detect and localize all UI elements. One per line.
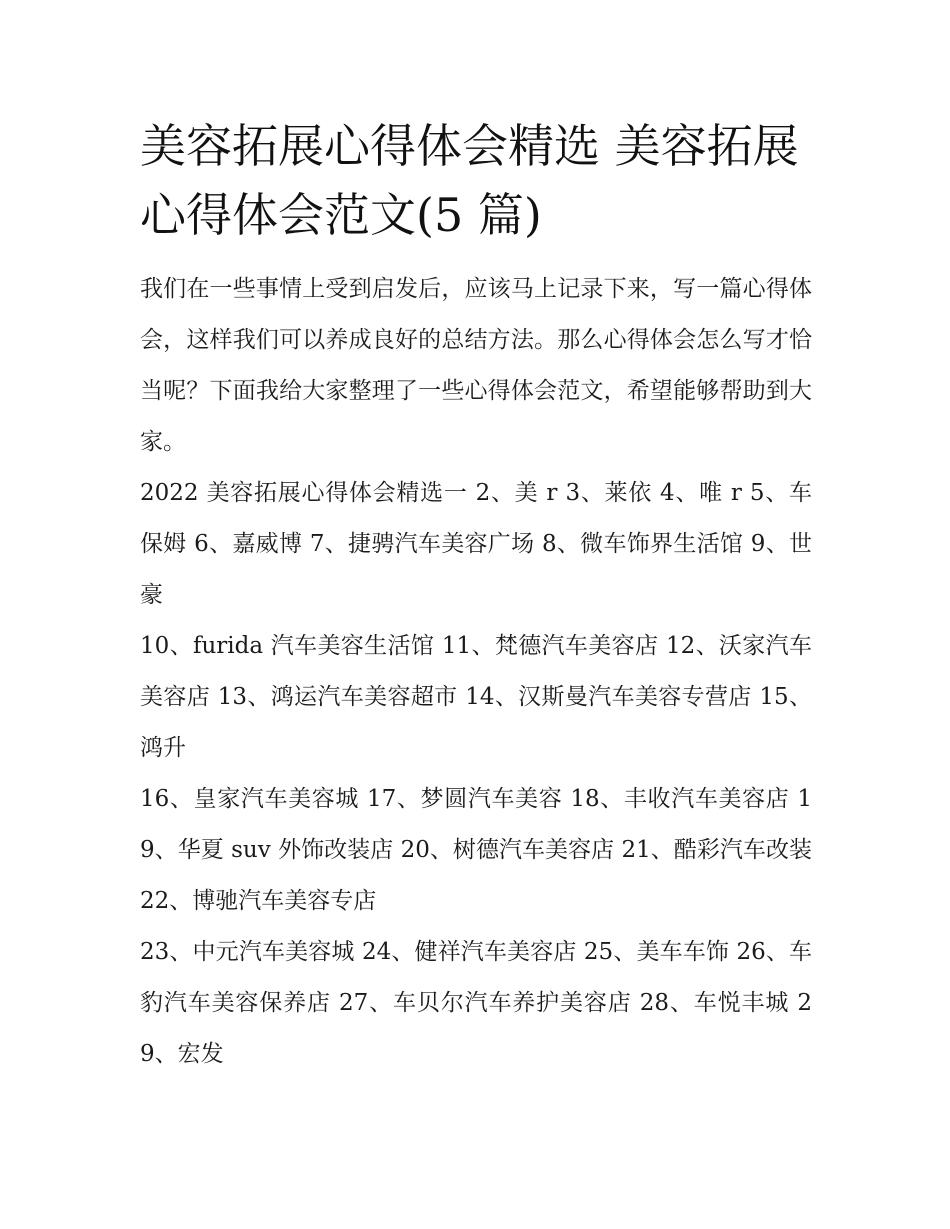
intro-paragraph: 我们在一些事情上受到启发后，应该马上记录下来，写一篇心得体会，这样我们可以养成良好的总结方法。那么心得体会怎么写才恰当呢？下面我给大家整理了一些心得体会范文，希望能够帮助到大家。 (140, 276, 812, 455)
list-paragraph-2: 10、furida 汽车美容生活馆 11、梵德汽车美容店 12、沃家汽车美容店 13、鸿运汽车美容超市 14、汉斯曼汽车美容专营店 15、鸿升 (140, 633, 812, 761)
document-title: 美容拓展心得体会精选 美容拓展心得体会范文(5 篇) (140, 119, 799, 242)
list-paragraph-3: 16、皇家汽车美容城 17、梦圆汽车美容 18、丰收汽车美容店 19、华夏 suv 外饰改装店 20、树德汽车美容店 21、酷彩汽车改装 22、博驰汽车美容专店 (140, 786, 812, 914)
document-body (140, 112, 812, 1080)
list-paragraph-4: 23、中元汽车美容城 24、健祥汽车美容店 25、美车车饰 26、车豹汽车美容保养店 27、车贝尔汽车养护美容店 28、车悦丰城 29、宏发 (140, 939, 812, 1067)
list-paragraph-1: 2022 美容拓展心得体会精选一 2、美 r 3、莱依 4、唯 r 5、车保姆 6、嘉威博 7、捷骋汽车美容广场 8、微车饰界生活馆 9、世豪 (140, 480, 812, 608)
